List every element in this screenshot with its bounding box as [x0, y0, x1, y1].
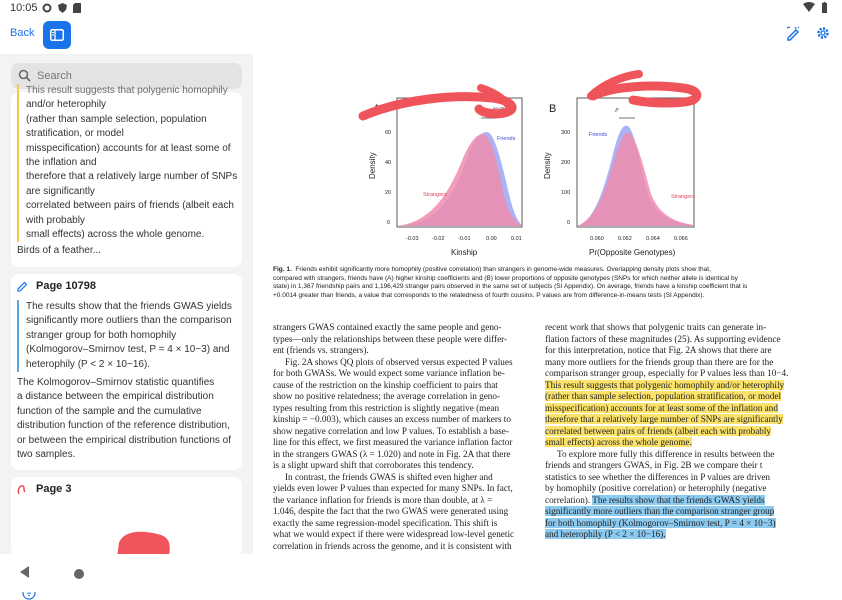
- freehand-ink-preview: [11, 501, 242, 557]
- quote-line: heterophily (P < 2 × 10−16).: [26, 358, 151, 370]
- pencil-icon: [17, 281, 28, 292]
- freehand-ink-stroke[interactable]: [363, 97, 512, 116]
- tick-label: 40: [385, 160, 392, 166]
- highlight-quote: [17, 84, 242, 242]
- freehand-ink-stroke[interactable]: [593, 86, 697, 103]
- quote-line: are significantly: [26, 185, 95, 197]
- text-line: is a slight upward shift that corroborates this tendency.: [273, 460, 474, 470]
- battery-icon: [821, 2, 828, 13]
- note-line: two samples.: [17, 449, 76, 461]
- panel-b-friends-label: Friends: [589, 132, 608, 138]
- quote-line: therefore that a relatively large number of SNPs: [26, 171, 238, 183]
- status-bar: [0, 0, 842, 18]
- text-line: many more outliers for the friends group than there are for the: [545, 356, 774, 367]
- text-line: Fig. 2A shows QQ plots of observed versus expected P values: [285, 356, 513, 367]
- highlight-quote: [17, 300, 242, 372]
- panel-b-top-label: P: [615, 108, 619, 114]
- search-icon: [18, 69, 31, 82]
- note-line: distribution function of the reference distribution,: [17, 420, 230, 432]
- quote-line: and/or heterophily: [26, 99, 107, 111]
- settings-status-icon: [42, 3, 52, 13]
- text-line: cause of the restriction on the kinship coefficient to pairs that: [273, 379, 498, 390]
- status-time: 10:05: [10, 2, 38, 14]
- freehand-icon: [17, 484, 28, 495]
- caption-line: +0.0014 greater than friends, a value that corresponds to the relatedness of fourth cousins. P values are from difference-in-means tests (SI Appendix).: [273, 291, 705, 299]
- highlighted-line: correlated between pairs of friends (albeit each with probably: [545, 425, 772, 436]
- text-line: exactly the same regression-model specification. This shift is: [273, 517, 498, 528]
- quote-line: (Kolmogorov–Smirnov test, P = 4 × 10−3) and: [26, 344, 230, 356]
- annotation-card[interactable]: [11, 477, 242, 557]
- text-line: types resulting from this restriction is slightly negative (mean: [273, 402, 500, 413]
- wifi-icon: [803, 2, 815, 12]
- annotation-card[interactable]: [11, 85, 242, 267]
- document-page[interactable]: [253, 54, 842, 554]
- tick-label: 0.066: [674, 236, 688, 242]
- figure-caption: [273, 266, 818, 300]
- tick-label: 0: [387, 220, 391, 226]
- sd-card-status-icon: [73, 3, 81, 13]
- caption-line: state) in 1,367 friendship pairs and 1,196,429 stranger pairs observed in the same set of subjects (SI Appendix). On average, friends have a kinship coefficient that is: [273, 283, 748, 290]
- text-line: statistics to see whether the differences in P values are driven: [545, 471, 771, 482]
- toggle-sidebar-button[interactable]: [43, 21, 71, 49]
- card-header: [11, 274, 242, 298]
- nav-home-button[interactable]: [74, 569, 84, 579]
- panel-a-ylabel: Density: [368, 152, 377, 179]
- tick-label: 0.00: [486, 236, 497, 242]
- panel-b-strangers-label: Strangers: [671, 194, 695, 200]
- status-icons-right: [803, 2, 828, 13]
- text-line: yields even lower P values than expected for many SNPs. In fact,: [273, 483, 513, 493]
- card-title: Page 3: [36, 483, 72, 495]
- quote-line: The results show that the friends GWAS yields: [26, 301, 232, 312]
- note-line: The Kolmogorov–Smirnov statistic quantifies: [17, 377, 215, 389]
- nav-back-icon[interactable]: [20, 566, 30, 578]
- top-toolbar: [0, 18, 842, 54]
- blue-highlight[interactable]: [545, 495, 805, 541]
- shield-status-icon: [58, 3, 67, 13]
- text-line: show negative correlation and low P values. To establish a base-: [273, 425, 509, 436]
- quote-line: correlated between pairs of friends (albeit each: [26, 200, 234, 212]
- highlighted-line: misspecification) accounts for at least some of the inflation and: [545, 402, 778, 413]
- figure-1: [253, 54, 842, 264]
- caption-label: Fig. 1.: [273, 266, 292, 273]
- tick-label: -0.03: [406, 236, 419, 242]
- text-line: types—only the relationships between these people were differ-: [273, 333, 508, 344]
- quote-line: stratification, or model: [26, 128, 124, 140]
- status-icons-left: [42, 3, 81, 13]
- text-line: correlation in friends across the genome, and it is consistent with: [273, 540, 512, 551]
- tick-label: 0.064: [646, 236, 660, 242]
- tick-label: 20: [385, 190, 392, 196]
- quote-line: stranger group for both homophily: [26, 329, 177, 341]
- text-column-left: [273, 322, 530, 552]
- card-title: Page 10798: [36, 280, 96, 292]
- tick-label: 0.060: [590, 236, 604, 242]
- tick-label: 0.062: [618, 236, 632, 242]
- system-nav-bar: [0, 554, 842, 592]
- quote-line: small effects) across the whole genome.: [26, 229, 205, 241]
- text-line: 1.046, despite the fact that the two GWAS were generated using: [273, 506, 509, 516]
- tick-label: 0: [567, 220, 571, 226]
- highlighted-line: for both homophily (Kolmogorov–Smirnov test, P = 4 × 10−3): [545, 517, 776, 528]
- highlighted-line: small effects) across the whole genome.: [545, 437, 692, 447]
- panel-b-letter: B: [549, 103, 557, 115]
- text-line: by homophily (positive correlation) or heterophily (negative: [545, 483, 767, 493]
- quote-line: with probably: [26, 214, 85, 226]
- text-line: friends and strangers GWAS, in Fig. 2B we compare their t: [545, 460, 763, 470]
- search-placeholder: Search: [37, 70, 72, 82]
- text-fragment: correlation).: [545, 494, 593, 505]
- caption-line: compared with strangers, friends have (A) higher kinship coefficients and (B) lower proportions of opposite genotypes (SNPs for which neither allele is identical by: [273, 274, 738, 282]
- panel-b-xlabel: Pr(Opposite Genotypes): [589, 248, 676, 257]
- tick-label: -0.02: [432, 236, 445, 242]
- annotation-card[interactable]: [11, 274, 242, 470]
- text-line: what we would expect if there were widespread low-level genetic: [273, 529, 515, 539]
- text-line: strangers GWAS contained exactly the same people and geno-: [273, 322, 502, 332]
- annotation-note: Birds of a feather...: [17, 245, 101, 257]
- quote-line: misspecification) accounts for at least some of: [26, 142, 231, 154]
- tick-label: -0.01: [458, 236, 471, 242]
- quote-line: (rather than sample selection, population: [26, 113, 207, 125]
- tick-label: 100: [561, 190, 571, 196]
- quote-line: the inflation and: [26, 157, 97, 169]
- highlighted-line: The results show that the friends GWAS yields: [592, 494, 765, 505]
- strangers-density-b: [577, 133, 694, 226]
- text-column-right: [545, 322, 805, 541]
- annotate-pen-icon[interactable]: [786, 26, 800, 40]
- tick-label: 60: [385, 130, 392, 136]
- note-line: a distance between the empirical distribution: [17, 391, 214, 403]
- text-line: for both GWASs. We would expect some variance inflation be-: [273, 368, 505, 378]
- text-line: kinship = −0.003), which causes an excess number of markers to: [273, 414, 511, 424]
- sidebar-panel-icon: [50, 29, 64, 41]
- gear-icon[interactable]: [816, 26, 830, 40]
- text-line: for this interpretation, notice that Fig. 2A shows that there are: [545, 345, 772, 355]
- panel-b-ylabel: Density: [543, 152, 552, 179]
- highlighted-line: (rather than sample selection, population stratification, or model: [545, 391, 781, 401]
- note-line: or between the empirical distribution functions of: [17, 434, 232, 446]
- caption-line: Friends exhibit significantly more homophily (positive correlation) than strangers in genome-wide measures. Overlapping density plots show that,: [295, 266, 711, 273]
- highlighted-line: therefore that a relatively large number of SNPs are significantly: [545, 414, 783, 424]
- text-line: recent work that shows that polygenic traits can generate in-: [545, 322, 767, 332]
- back-button[interactable]: Back: [10, 27, 35, 39]
- tick-label: 300: [561, 130, 571, 136]
- quote-line: significantly more outliers than the comparison: [26, 315, 232, 327]
- yellow-highlight[interactable]: [545, 380, 805, 449]
- annotation-note: [11, 376, 242, 462]
- text-line: To explore more fully this difference in results between the: [557, 448, 775, 459]
- panel-a-friends-label: Friends: [497, 136, 516, 142]
- text-line: in the strangers GWAS (λ = 1.020) and note in Fig. 2A that there: [273, 448, 511, 459]
- note-line: function of the sample and the cumulative: [17, 405, 202, 417]
- text-line: the variance inflation for friends is more than double, at λ =: [273, 494, 493, 505]
- highlighted-line: and heterophily (P < 2 × 10−16).: [545, 529, 666, 539]
- text-line: show no positive relatedness; the average correlation in geno-: [273, 391, 501, 401]
- text-line: comparison stranger group, especially for P values less than 10−4.: [545, 368, 789, 378]
- highlighted-line: significantly more outliers than the comparison stranger group: [545, 506, 775, 516]
- text-line: flation factors of these magnitudes (25). As supporting evidence: [545, 333, 781, 344]
- text-line: ent (friends vs. strangers).: [273, 345, 369, 355]
- card-header: [11, 477, 242, 501]
- panel-a-xlabel: Kinship: [451, 248, 478, 257]
- quote-cut-line: This result suggests that polygenic homophily: [26, 85, 228, 96]
- tick-label: 200: [561, 160, 571, 166]
- highlighted-line: This result suggests that polygenic homophily and/or heterophily: [545, 379, 785, 390]
- panel-a-letter: A: [373, 103, 381, 115]
- tick-label: 0.01: [511, 236, 522, 242]
- text-line: In contrast, the friends GWAS is shifted even higher and: [285, 471, 493, 482]
- panel-a-strangers-label: Strangers: [423, 192, 447, 198]
- text-line: line for this effect, we first measured the variance inflation factor: [273, 437, 513, 447]
- panel-a-top-label: 6e-06: [493, 106, 505, 111]
- annotations-sidebar: [0, 54, 253, 554]
